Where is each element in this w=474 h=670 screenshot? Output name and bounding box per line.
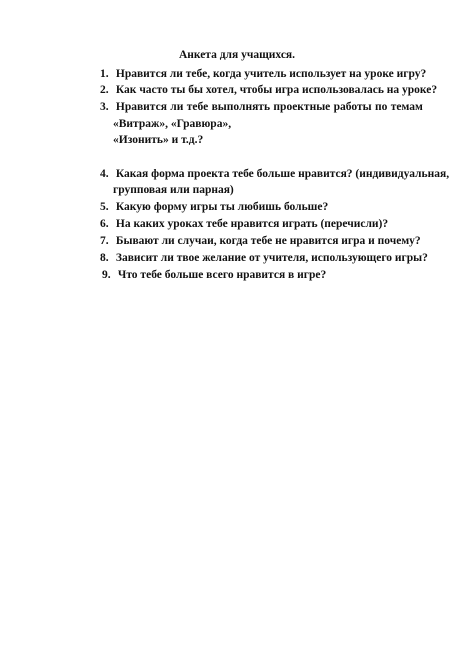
question-6: [100, 216, 388, 232]
question-3-line-2: «Витраж», «Гравюра»,: [113, 118, 232, 130]
question-5: [100, 199, 328, 215]
question-2: [100, 82, 437, 98]
question-9: [102, 267, 326, 283]
question-1: [100, 66, 426, 82]
question-number: 1.: [100, 68, 109, 80]
question-4-line-2: групповая или парная): [113, 184, 234, 196]
question-4: [100, 166, 450, 182]
question-text: На каких уроках тебе нравится играть (перечисли)?: [115, 218, 389, 230]
question-number: 2.: [100, 84, 109, 96]
question-3: [100, 99, 423, 115]
question-number: 5.: [100, 201, 109, 213]
question-3-line-3: «Изонить» и т.д.?: [113, 134, 204, 146]
question-text: Бывают ли случаи, когда тебе не нравится игра и почему?: [115, 235, 421, 247]
question-number: 8.: [100, 252, 109, 264]
question-7: [100, 233, 421, 249]
question-text: Какая форма проекта тебе больше нравится? (индивидуальная,: [115, 168, 450, 180]
question-text: Как часто ты бы хотел, чтобы игра использовалась на уроке?: [115, 84, 438, 96]
question-text: Какую форму игры ты любишь больше?: [115, 201, 329, 213]
question-text: Нравится ли тебе выполнять проектные работы по темам: [115, 101, 423, 113]
question-number: 4.: [100, 168, 109, 180]
question-number: 7.: [100, 235, 109, 247]
question-8: [100, 250, 428, 266]
question-number: 6.: [100, 218, 109, 230]
question-text: Нравится ли тебе, когда учитель использует на уроке игру?: [115, 68, 427, 80]
question-text: Зависит ли твое желание от учителя, использующего игры?: [115, 252, 428, 264]
question-number: 3.: [100, 101, 109, 113]
question-number: 9.: [102, 269, 111, 281]
document-title: Анкета для учащихся.: [178, 49, 296, 61]
question-text: Что тебе больше всего нравится в игре?: [117, 269, 327, 281]
